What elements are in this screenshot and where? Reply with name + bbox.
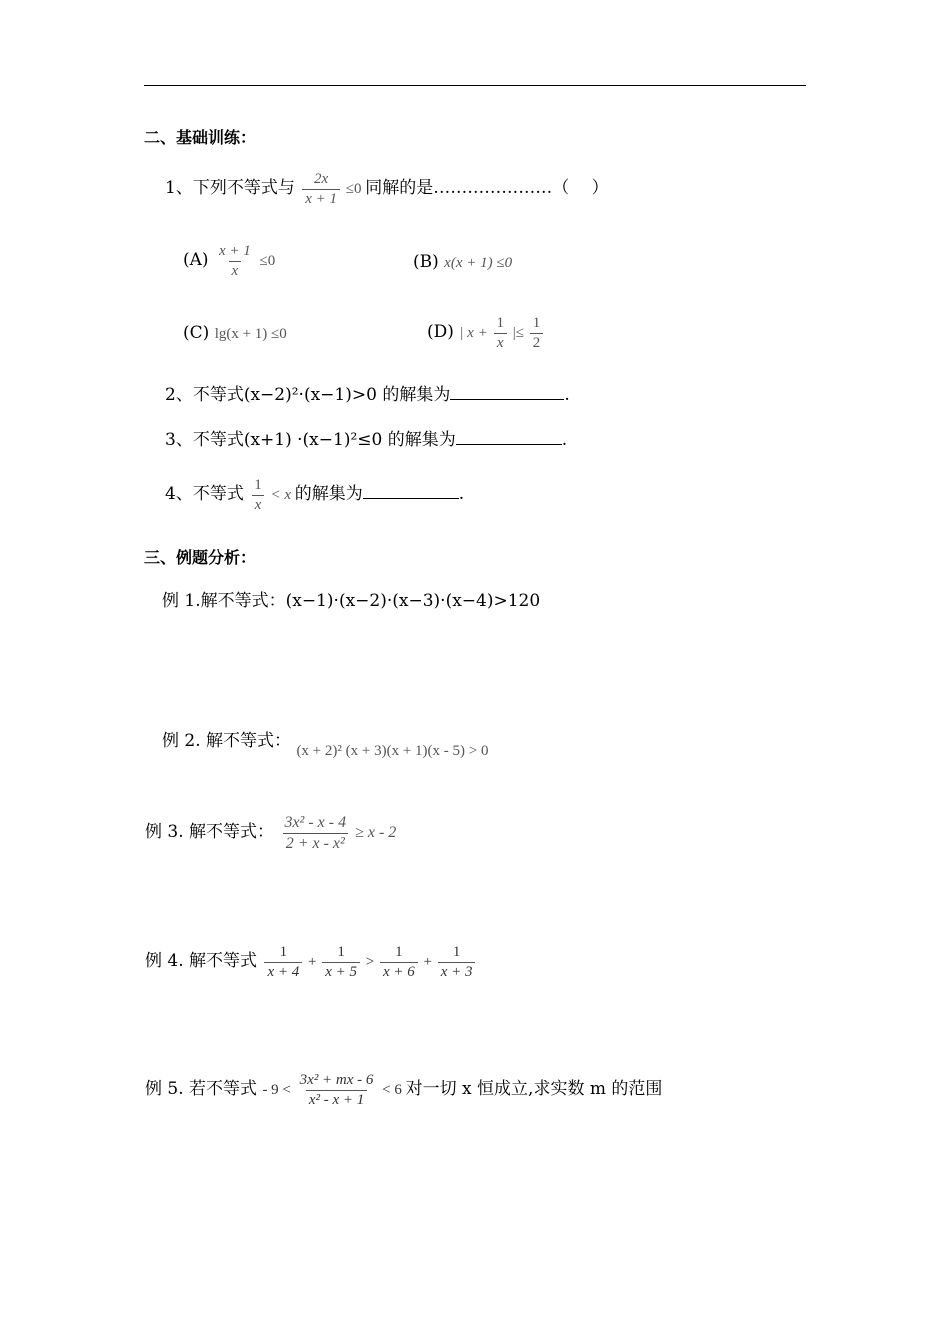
section2-title: 二、基础训练： — [144, 128, 257, 147]
question-4: 4、不等式 $\frac{1}{x}$ < x 的解集为 . — [165, 477, 465, 513]
example-2: 例 2. 解不等式： (x + 2)² (x + 3)(x + 1)(x - 5) > 0 — [162, 731, 489, 759]
answer-blank[interactable] — [456, 430, 562, 445]
question-3: 3、不等式(x+1) ·(x−1)²≤0 的解集为 . — [165, 430, 568, 450]
question-1 — [165, 172, 609, 207]
option-a[interactable]: (A) $\frac{x + 1}{x}$ ≤0 — [183, 243, 276, 279]
section3-title: 三、例题分析： — [144, 548, 257, 567]
header-rule — [144, 85, 806, 86]
example-5: 例 5. 若不等式 - 9 < $\frac{\text{3x² + mx - 6}}{\text{x² - x + 1}}$ < 6 对一切 x 恒成立,求实数 m 的范围 — [145, 1072, 663, 1108]
option-b[interactable]: (B) x(x + 1) ≤0 — [413, 252, 513, 272]
option-c[interactable]: (C) lg(x + 1) ≤0 — [183, 323, 287, 343]
question-2: 2、不等式(x−2)²·(x−1)>0 的解集为 . — [165, 385, 570, 405]
q1-prefix: 1、下列不等式与 — [165, 177, 295, 198]
example-4: 例 4. 解不等式 $\frac{1}{x + 4}$ + $\frac{1}{x + 5}$ > $\frac{1}{x + 6}$ + $\frac{1}{x + 3}$ — [145, 945, 477, 980]
q1-expression: $\frac{2x}{x + 1}$ ≤0 — [300, 181, 365, 197]
q1-suffix: 同解的是…………………（ ） — [365, 177, 609, 198]
example-3: 例 3. 解不等式： $\frac{\text{3x² - x - 4}}{\text{2 + x - x²}}$ ≥ x - 2 — [145, 814, 397, 852]
answer-blank[interactable] — [363, 484, 459, 499]
option-d[interactable]: (D) | x + $\frac{1}{x}$ |≤ $\frac{1}{2}$ — [427, 316, 545, 351]
example-1: 例 1.解不等式：(x−1)·(x−2)·(x−3)·(x−4)>120 — [162, 591, 541, 611]
answer-blank[interactable] — [450, 385, 564, 400]
